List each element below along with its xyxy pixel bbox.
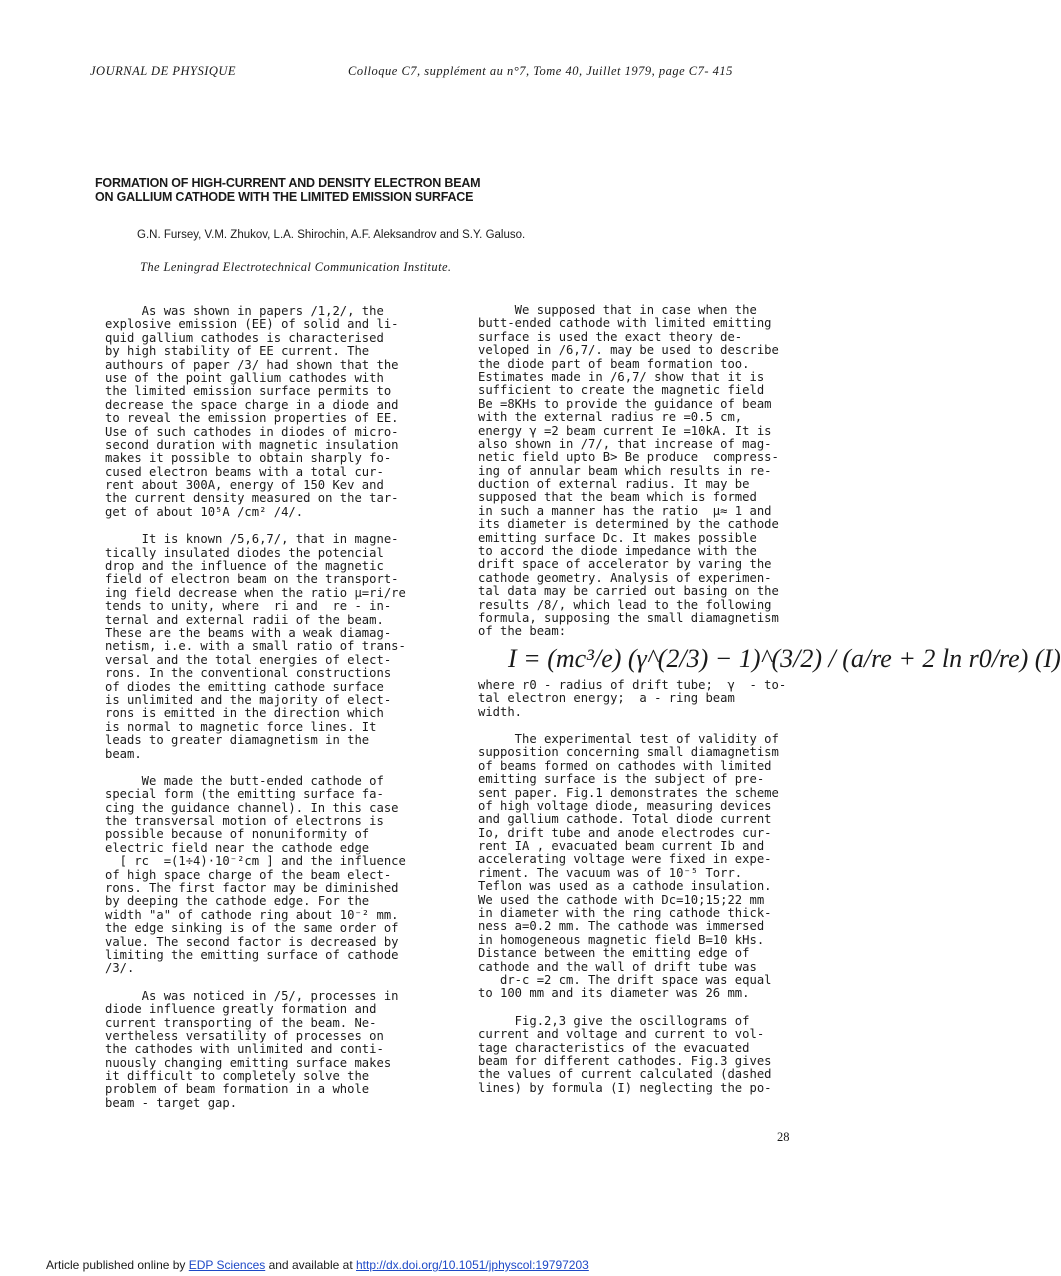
text-line: cathode and the wall of drift tube was: [478, 959, 757, 974]
text-line: sent paper. Fig.1 demonstrates the scheme: [478, 785, 779, 800]
text-line: and gallium cathode. Total diode current: [478, 812, 772, 827]
text-line: It is known /5,6,7/, that in magne-: [105, 532, 399, 547]
footer: [46, 1258, 589, 1272]
footer-text: and available at: [265, 1258, 356, 1272]
text-line: where r0 - radius of drift tube; γ - to-: [478, 677, 787, 692]
text-line: its diameter is determined by the cathode: [478, 517, 779, 532]
text-line: tal data may be carried out basing on the: [478, 584, 779, 599]
text-line: to 100 mm and its diameter was 26 mm.: [478, 986, 750, 1001]
text-line: supposition concerning small diamagnetism: [478, 745, 779, 760]
text-line: veloped in /6,7/. may be used to describe: [478, 343, 779, 358]
text-line: beam.: [105, 746, 142, 761]
text-line: ing of annular beam which results in re-: [478, 463, 772, 478]
text-line: As was noticed in /5/, processes in: [105, 988, 399, 1003]
text-line: current transporting of the beam. Ne-: [105, 1015, 377, 1030]
text-line: tage characteristics of the evacuated: [478, 1040, 750, 1055]
text-line: to accord the diode impedance with the: [478, 544, 757, 559]
journal-name: JOURNAL DE PHYSIQUE: [90, 64, 237, 78]
authors: G.N. Fursey, V.M. Zhukov, L.A. Shirochin, A.F. Aleksandrov and S.Y. Galuso.: [137, 229, 526, 241]
text-line: Use of such cathodes in diodes of micro-: [105, 424, 399, 439]
text-line: /3/.: [105, 961, 135, 976]
text-line: emitting surface Dc. It makes possible: [478, 530, 757, 545]
text-line: width.: [478, 704, 523, 719]
text-line: netism, i.e. with a small ratio of trans-: [105, 639, 406, 654]
text-line: beam - target gap.: [105, 1095, 238, 1110]
text-line: in diameter with the ring cathode thick-: [478, 906, 772, 921]
text-line: supposed that the beam which is formed: [478, 490, 757, 505]
text-line: the current density measured on the tar-: [105, 491, 399, 506]
paragraph-gap: [105, 761, 455, 775]
text-line: it difficult to completely solve the: [105, 1069, 370, 1084]
text-line: possible because of nonuniformity of: [105, 827, 370, 842]
text-line: accelerating voltage were fixed in expe-: [478, 852, 772, 867]
text-line: value. The second factor is decreased by: [105, 934, 399, 949]
text-line: decrease the space charge in a diode and: [105, 397, 399, 412]
text-line: cing the guidance channel). In this case: [105, 800, 399, 815]
text-line: width "a" of cathode ring about 10⁻² mm.: [105, 907, 399, 922]
right-column-bottom: [478, 679, 828, 1095]
text-line: the transversal motion of electrons is: [105, 814, 384, 829]
paragraph-gap: [105, 976, 455, 990]
text-line: the limited emission surface permits to: [105, 384, 392, 399]
text-line: The experimental test of validity of: [478, 731, 779, 746]
footer-text: Article published online by: [46, 1258, 189, 1272]
text-line: As was shown in papers /1,2/, the: [105, 304, 384, 318]
text-line: of the beam:: [478, 624, 567, 639]
text-line: field of electron beam on the transport-: [105, 572, 399, 587]
text-line: We made the butt-ended cathode of: [105, 773, 384, 788]
text-line: rons. In the conventional constructions: [105, 666, 392, 681]
text-line: the diode part of beam formation too.: [478, 356, 750, 371]
text-line: beam for different cathodes. Fig.3 gives: [478, 1053, 772, 1068]
text-line: rent IA , evacuated beam current Ib and: [478, 839, 765, 854]
text-line: of beams formed on cathodes with limited: [478, 758, 772, 773]
text-line: to reveal the emission properties of EE.: [105, 411, 399, 426]
publisher-link[interactable]: EDP Sciences: [188, 1258, 266, 1272]
text-line: the values of current calculated (dashed: [478, 1067, 772, 1082]
text-line: riment. The vacuum was of 10⁻⁵ Torr.: [478, 865, 743, 880]
text-line: get of about 10⁵A /cm² /4/.: [105, 504, 304, 519]
text-line: surface is used the exact theory de-: [478, 329, 743, 344]
text-line: We supposed that in case when the: [478, 303, 757, 317]
text-line: Distance between the emitting edge of: [478, 946, 750, 961]
text-line: ing field decrease when the ratio μ=ri/re: [105, 585, 406, 600]
text-line: leads to greater diamagnetism in the: [105, 733, 370, 748]
paper-title: [95, 176, 555, 204]
text-line: authours of paper /3/ had shown that the: [105, 357, 399, 372]
left-column: [105, 305, 455, 1110]
text-line: special form (the emitting surface fa-: [105, 787, 384, 802]
text-line: drift space of accelerator by varing the: [478, 557, 772, 572]
text-line: dr-c =2 cm. The drift space was equal: [478, 972, 772, 987]
affiliation: The Leningrad Electrotechnical Communication Institute.: [140, 260, 452, 274]
text-line: tically insulated diodes the potencial: [105, 545, 384, 560]
text-line: emitting surface is the subject of pre-: [478, 772, 765, 787]
text-line: makes it possible to obtain sharply fo-: [105, 451, 392, 466]
text-line: Fig.2,3 give the oscillograms of: [478, 1013, 750, 1028]
citation-header: Colloque C7, supplément au n°7, Tome 40, Juillet 1979, page C7- 415: [348, 64, 733, 78]
text-line: is unlimited and the majority of elect-: [105, 692, 392, 707]
text-line: nuously changing emitting surface makes: [105, 1055, 392, 1070]
text-line: duction of external radius. It may be: [478, 477, 750, 492]
text-line: rent about 300A, energy of 150 Kev and: [105, 478, 384, 493]
text-line: ness a=0.2 mm. The cathode was immersed: [478, 919, 765, 934]
text-line: with the external radius re =0.5 cm,: [478, 410, 743, 425]
text-line: rons is emitted in the direction which: [105, 706, 384, 721]
text-line: sufficient to create the magnetic field: [478, 383, 765, 398]
text-line: of high space charge of the beam elect-: [105, 867, 392, 882]
text-line: diode influence greatly formation and: [105, 1002, 377, 1017]
text-line: butt-ended cathode with limited emitting: [478, 316, 772, 331]
text-line: by high stability of EE current. The: [105, 344, 370, 359]
title-line: ON GALLIUM CATHODE WITH THE LIMITED EMISSION SURFACE: [95, 190, 474, 204]
text-line: by deeping the cathode edge. For the: [105, 894, 370, 909]
text-line: versal and the total energies of elect-: [105, 652, 392, 667]
text-line: is normal to magnetic force lines. It: [105, 719, 377, 734]
text-line: Teflon was used as a cathode insulation.: [478, 879, 772, 894]
text-line: of diodes the emitting cathode surface: [105, 679, 384, 694]
text-line: the edge sinking is of the same order of: [105, 921, 399, 936]
title-line: FORMATION OF HIGH-CURRENT AND DENSITY ELECTRON BEAM: [95, 176, 481, 190]
text-line: also shown in /7/, that increase of mag-: [478, 436, 772, 451]
text-line: quid gallium cathodes is characterised: [105, 330, 384, 345]
text-line: explosive emission (EE) of solid and li-: [105, 317, 399, 332]
text-line: netic field upto B> Be produce compress-: [478, 450, 779, 465]
text-line: limiting the emitting surface of cathode: [105, 947, 399, 962]
doi-link[interactable]: http://dx.doi.org/10.1051/jphyscol:19797203: [355, 1258, 589, 1272]
text-line: tal electron energy; a - ring beam: [478, 691, 735, 706]
text-line: drop and the influence of the magnetic: [105, 559, 384, 574]
text-line: current and voltage and current to vol-: [478, 1027, 765, 1042]
text-line: cused electron beams with a total cur-: [105, 464, 384, 479]
text-line: electric field near the cathode edge: [105, 840, 370, 855]
text-line: [ rc =(1÷4)·10⁻²cm ] and the influence: [105, 854, 406, 869]
text-line: lines) by formula (I) neglecting the po-: [478, 1080, 772, 1095]
text-line: the cathodes with unlimited and conti-: [105, 1042, 384, 1057]
text-line: Io, drift tube and anode electrodes cur-: [478, 825, 772, 840]
text-line: energy γ =2 beam current Ie =10kA. It is: [478, 423, 772, 438]
text-line: cathode geometry. Analysis of experimen-: [478, 570, 772, 585]
text-line: rons. The first factor may be diminished: [105, 881, 399, 896]
text-line: results /8/, which lead to the following: [478, 597, 772, 612]
paragraph-gap: [478, 1001, 828, 1015]
right-column-top: [478, 304, 828, 639]
text-line: ternal and external radii of the beam.: [105, 612, 384, 627]
equation: I = (mc³/e) (γ^(2/3) − 1)^(3/2) / (a/re + 2 ln r0/re) (I): [508, 643, 1061, 673]
text-line: tends to unity, where ri and re - in-: [105, 599, 392, 614]
text-line: These are the beams with a weak diamag-: [105, 625, 392, 640]
page-number: 28: [777, 1130, 790, 1144]
text-line: problem of beam formation in a whole: [105, 1082, 370, 1097]
text-line: Be =8KHs to provide the guidance of beam: [478, 396, 772, 411]
text-line: formula, supposing the small diamagnetism: [478, 610, 779, 625]
text-line: We used the cathode with Dc=10;15;22 mm: [478, 892, 765, 907]
paragraph-gap: [478, 719, 828, 733]
right-column: [478, 303, 1061, 1095]
text-line: use of the point gallium cathodes with: [105, 370, 384, 385]
text-line: Estimates made in /6,7/ show that it is: [478, 369, 765, 384]
text-line: in homogeneous magnetic field B=10 kHs.: [478, 932, 765, 947]
paragraph-gap: [105, 519, 455, 533]
text-line: second duration with magnetic insulation: [105, 437, 399, 452]
text-line: of high voltage diode, measuring devices: [478, 798, 772, 813]
text-line: in such a manner has the ratio μ≈ 1 and: [478, 503, 772, 518]
text-line: vertheless versatility of processes on: [105, 1028, 384, 1043]
